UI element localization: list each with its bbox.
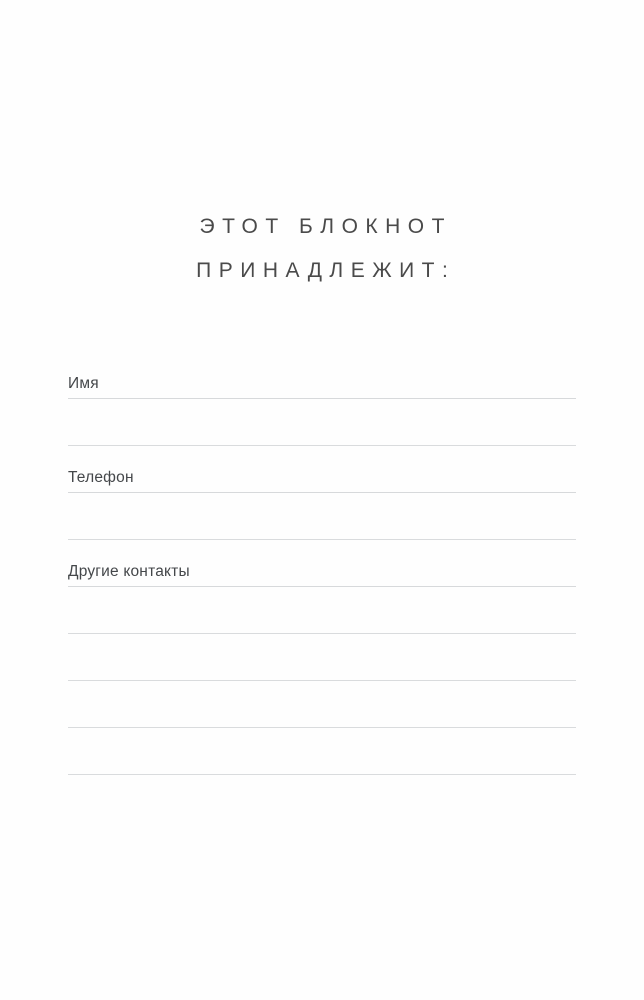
writing-line[interactable] [68,587,576,634]
field-other-contacts[interactable] [68,540,576,587]
writing-rule [68,727,576,728]
writing-rule [68,680,576,681]
writing-line[interactable] [68,634,576,681]
field-label-name: Имя [68,375,105,393]
writing-line[interactable] [68,728,576,775]
writing-rule [68,586,576,587]
writing-line[interactable] [68,399,576,446]
field-phone[interactable] [68,446,576,493]
field-name[interactable] [68,352,576,399]
writing-rule [68,633,576,634]
writing-line[interactable] [68,681,576,728]
writing-rule [68,492,576,493]
writing-rule [68,539,576,540]
writing-rule [68,445,576,446]
writing-rule [68,774,576,775]
field-label-phone: Телефон [68,469,140,487]
writing-line[interactable] [68,493,576,540]
owner-info-form [68,352,576,775]
field-label-other-contacts: Другие контакты [68,563,196,581]
title-line-1: ЭТОТ БЛОКНОТ [199,215,452,238]
title-line-2: ПРИНАДЛЕЖИТ: [196,259,456,282]
writing-rule [68,398,576,399]
page-title [0,205,644,293]
